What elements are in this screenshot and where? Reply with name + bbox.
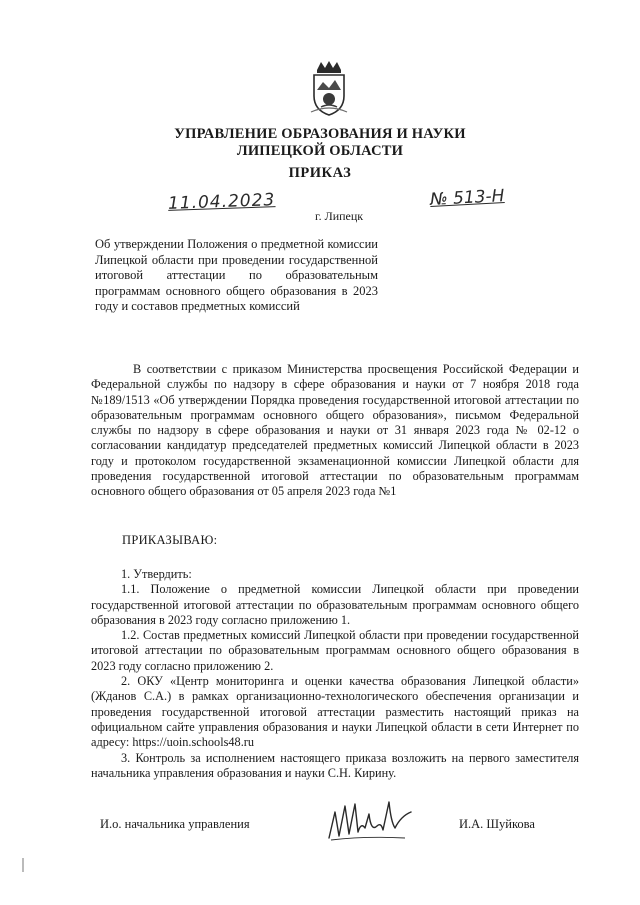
order-item: 1. Утвердить: bbox=[121, 567, 192, 581]
document-type: ПРИКАЗ bbox=[288, 165, 352, 181]
order-subject: Об утверждении Положения о предметной комиссии Липецкой области при проведении государственной итоговой аттестации по образовательным программам основного общего образования в 2023 году и составов предметных комиссий bbox=[95, 237, 378, 314]
scan-margin-mark bbox=[22, 858, 24, 872]
signature-icon bbox=[325, 792, 415, 844]
coat-of-arms-icon bbox=[309, 60, 349, 116]
handwritten-date: 11.04.2023 bbox=[167, 190, 276, 214]
order-item: 3. Контроль за исполнением настоящего приказа возложить на первого заместителя начальника управления образования и науки С.Н. Кирину. bbox=[91, 750, 579, 780]
org-title-line-1: УПРАВЛЕНИЕ ОБРАЗОВАНИЯ И НАУКИ bbox=[174, 126, 466, 142]
handwritten-order-number: № 513-Н bbox=[429, 186, 505, 210]
orders-heading: ПРИКАЗЫВАЮ: bbox=[122, 533, 218, 547]
city-label: г. Липецк bbox=[315, 209, 364, 223]
order-item: 1.2. Состав предметных комиссий Липецкой области при проведении государственной итоговой аттестации по образовательным программам основного общего образования в 2023 году согласно приложению 2. bbox=[91, 628, 579, 673]
signer-name: И.А. Шуйкова bbox=[459, 817, 535, 831]
org-title-line-2: ЛИПЕЦКОЙ ОБЛАСТИ bbox=[236, 143, 404, 159]
order-item: 1.1. Положение о предметной комиссии Липецкой области при проведении государственной итоговой аттестации по образовательным программам основного общего образования в 2023 году согласно приложению 1. bbox=[91, 582, 579, 627]
order-item: 2. ОКУ «Центр мониторинга и оценки качества образования Липецкой области» (Жданов С.А.) в рамках организационно-технологического обеспечения организации и проведения государственной итоговой аттестации разместить настоящий приказ на официальном сайте управления образования и науки Липецкой области в сети Интернет по адресу: https://uoin.schools48.ru bbox=[91, 674, 579, 750]
order-items bbox=[91, 567, 579, 781]
signer-position: И.о. начальника управления bbox=[100, 817, 250, 831]
organization-title bbox=[0, 126, 640, 160]
preamble-paragraph: В соответствии с приказом Министерства просвещения Российской Федерации и Федеральной службы по надзору в сфере образования и науки от 7 ноября 2018 года №189/1513 «Об утверждении Порядка проведения государственной итоговой аттестации по образовательным программам основного общего образования», письмом Федеральной службы по надзору в сфере образования и науки от 31 января 2023 года № 02-12 о согласовании кандидатур председателей предметных комиссий Липецкой области в 2023 году и протоколом государственной экзаменационной комиссии Липецкой области для проведения государственной итоговой аттестации по образовательным программам основного общего образования от 05 апреля 2023 года №1 bbox=[91, 362, 579, 499]
